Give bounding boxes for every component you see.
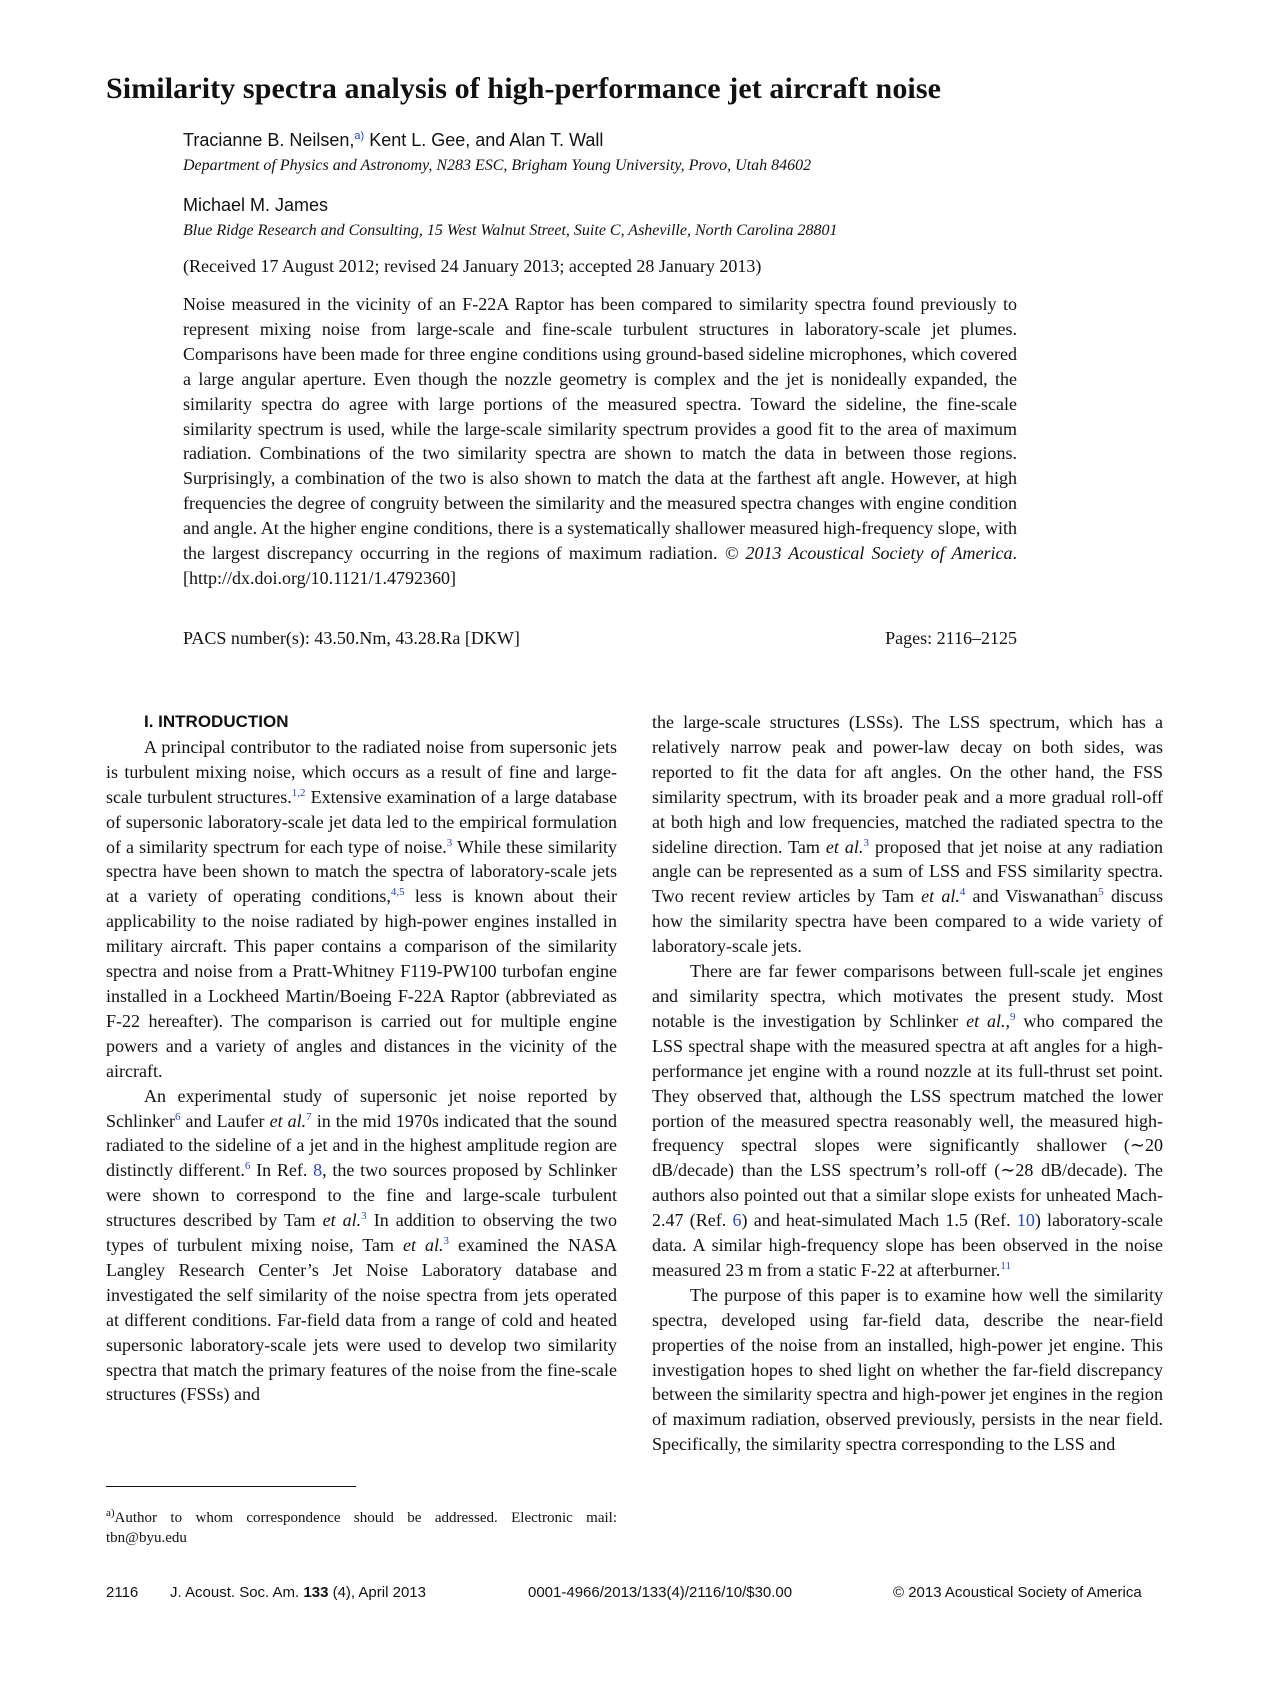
citation-link[interactable]: 5 (1098, 886, 1104, 899)
left-column (106, 710, 617, 1407)
citation-link[interactable]: 4 (959, 886, 966, 899)
abstract-doi[interactable]: . [http://dx.doi.org/10.1121/1.4792360] (183, 543, 1017, 588)
author-names-b: Kent L. Gee, and Alan T. Wall (364, 130, 604, 150)
pacs-line (183, 628, 1017, 649)
paragraph: A principal contributor to the radiated noise from supersonic jets is turbulent mixing noise, which occurs as a result of fine and large-scale turbulent structures.$^{1,2}$ Extensive examination of a large database of supersonic laboratory-scale jet data led to the empirical formulation of a similarity spectrum for each type of noise.$^3$ While these similarity spectra have been shown to match the spectra of laboratory-scale jets at a variety of operating conditions,$^{4,5}$ less is known about their applicability to the noise radiated by high-power engines installed in military aircraft. This paper contains a comparison of the similarity spectra and noise from a Pratt-Whitney F119-PW100 turbofan engine installed in a Lockheed Martin/Boeing F-22A Raptor (abbreviated as F-22 hereafter). The comparison is carried out for multiple engine powers and a variety of angles and distances in the vicinity of the aircraft. (106, 736, 617, 1081)
abstract (183, 292, 1017, 591)
received-dates: (Received 17 August 2012; revised 24 January 2013; accepted 28 January 2013) (183, 256, 762, 276)
abstract-text: Noise measured in the vicinity of an F-22A Raptor has been compared to similarity spectra found previously to represent mixing noise from large-scale and fine-scale turbulent structures in laboratory-scale jet plumes. Comparisons have been made for three engine conditions using ground-based sideline microphones, which covered a large angular aperture. Even though the nozzle geometry is complex and the jet is nonideally expanded, the similarity spectra do agree with large portions of the measured spectra. Toward the sideline, the fine-scale similarity spectrum is used, while the large-scale similarity spectrum provides a good fit to the area of maximum radiation. Combinations of the two similarity spectra are shown to match the data in between those regions. Surprisingly, a combination of the two is also shown to match the data at the farthest aft angle. However, at high frequencies the degree of congruity between the similarity and the measured spectra changes with engine condition and angle. At the higher engine conditions, there is a systematically shallower measured high-frequency slope, with the largest discrepancy occurring in the regions of maximum radiation. (183, 294, 1017, 564)
affiliation-2: Blue Ridge Research and Consulting, 15 West Walnut Street, Suite C, Asheville, North Carolina 28801 (183, 222, 838, 239)
footnote-divider (106, 1486, 356, 1487)
citation-link[interactable]: 6 (175, 1110, 181, 1123)
paragraph: the large-scale structures (LSSs). The LSS spectrum, which has a relatively narrow peak and power-law decay on both sides, was reported to fit the data for aft angles. On the other hand, the FSS similarity spectrum, with its broader peak and a more gradual roll-off at both high and low frequencies, matched the radiated spectra to the sideline direction. Tam et al.$^3$ proposed that jet noise at any radiation angle can be represented as a sum of LSS and FSS similarity spectra. Two recent review articles by Tam et al.$^4$ and Viswanathan$^5$ discuss how the similarity spectra have been compared to a wide variety of laboratory-scale jets. (652, 712, 1163, 957)
citation-link[interactable]: 9 (1009, 1010, 1016, 1023)
citation-link[interactable]: 3 (863, 836, 869, 849)
author-footnote-marker[interactable]: a) (354, 130, 365, 142)
citation-link[interactable]: 7 (306, 1110, 312, 1123)
citation-link[interactable]: 6 (244, 1160, 251, 1173)
reference-link[interactable]: 8 (313, 1160, 323, 1181)
pacs-numbers: PACS number(s): 43.50.Nm, 43.28.Ra [DKW] (183, 628, 520, 648)
affiliation-1: Department of Physics and Astronomy, N283 ESC, Brigham Young University, Provo, Utah 84602 (183, 157, 812, 174)
section-heading: I. INTRODUCTION (144, 712, 289, 731)
paper-title: Similarity spectra analysis of high-performance jet aircraft noise (106, 72, 942, 105)
footnote (106, 1508, 617, 1548)
footer-code: 0001-4966/2013/133(4)/2116/10/$30.00 (528, 1584, 793, 1601)
footer-copyright: © 2013 Acoustical Society of America (893, 1584, 1142, 1601)
author-line-1 (183, 130, 603, 151)
page-range: Pages: 2116–2125 (885, 628, 1017, 648)
paragraph: An experimental study of supersonic jet noise reported by Schlinker$^6$ and Laufer et al.$^7$ in the mid 1970s indicated that the sound radiated to the sideline of a jet and in the highest amplitude region are distinctly different.$^6$ In Ref. 8, the two sources proposed by Schlinker were shown to correspond to the fine and large-scale turbulent structures described by Tam et al.$^3$ In addition to observing the two types of turbulent mixing noise, Tam et al.$^3$ examined the NASA Langley Research Center’s Jet Noise Laboratory database and investigated the self similarity of the noise spectra from jets operated at different conditions. Far-field data from a range of cold and heated supersonic laboratory-scale jets were used to develop two similarity spectra that match the primary features of the noise from the fine-scale structures (FSSs) and (106, 1085, 618, 1405)
right-column (652, 710, 1163, 1457)
author-line-2: Michael M. James (183, 195, 329, 215)
citation-link[interactable]: 1,2 (291, 786, 306, 799)
citation-link[interactable]: 3 (446, 836, 453, 849)
footer-journal: J. Acoust. Soc. Am. 133 (4), April 2013 (170, 1584, 426, 1601)
paragraph: There are far fewer comparisons between full-scale jet engines and similarity spectra, which motivates the present study. Most notable is the investigation by Schlinker et al.,$^9$ who compared the LSS spectral shape with the measured spectra at aft angles for a high- performance jet engine with a round nozzle at its full-thrust set point. They observed that, although the LSS spectrum matched the lower portion of the measured spectra reasonably well, the measured high-frequency spectral slopes were significantly shallower (∼20 dB/decade) than the LSS spectrum’s roll-off (∼28 dB/decade). The authors also pointed out that a similar slope exists for unheated Mach-2.47 (Ref. 6) and heat-simulated Mach 1.5 (Ref. 10) laboratory-scale data. A similar high-frequency slope has been observed in the noise measured 23 m from a static F-22 at afterburner.$^{11}$ (652, 961, 1163, 1280)
paragraph: The purpose of this paper is to examine how well the similarity spectra, developed using far-field data, describe the near-field properties of the noise from an installed, high-power jet engine. This investigation hopes to shed light on whether the far-field discrepancy between the similarity spectra and high-power jet engines in the region of maximum radiation, observed previously, persists in the near field. Specifically, the similarity spectra corresponding to the LSS and (652, 1284, 1163, 1455)
abstract-copyright: © 2013 Acoustical Society of America (724, 543, 1013, 564)
footnote-text: Author to whom correspondence should be addressed. Electronic mail: tbn@byu.edu (106, 1510, 617, 1546)
author-names-a: Tracianne B. Neilsen, (183, 130, 355, 150)
reference-link[interactable]: 10 (1016, 1210, 1035, 1231)
footnote-marker: a) (106, 1507, 115, 1519)
footer-page-number: 2116 (106, 1584, 139, 1601)
reference-link[interactable]: 6 (732, 1210, 742, 1231)
citation-link[interactable]: 3 (361, 1210, 367, 1223)
citation-link[interactable]: 4,5 (390, 886, 405, 899)
citation-link[interactable]: 11 (1000, 1259, 1011, 1272)
citation-link[interactable]: 3 (443, 1235, 449, 1248)
